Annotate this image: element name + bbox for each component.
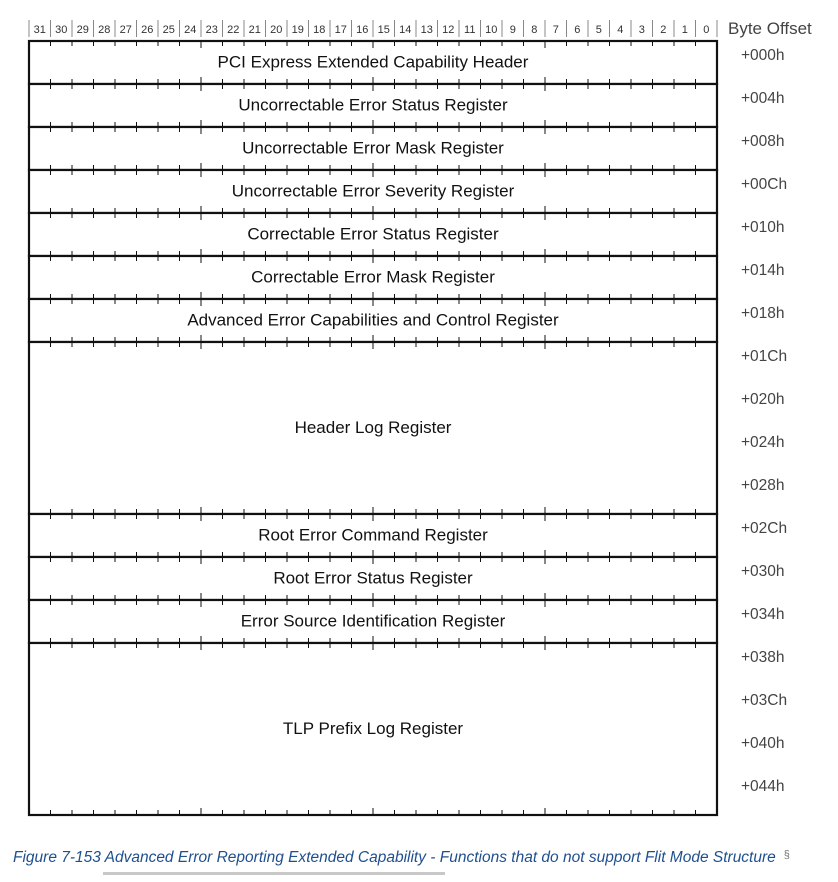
register-name: Uncorrectable Error Mask Register xyxy=(242,138,504,158)
bit-label: 9 xyxy=(509,24,516,36)
bit-label: 31 xyxy=(33,24,46,36)
figure-caption xyxy=(13,849,833,867)
bit-label: 4 xyxy=(617,24,624,36)
register-name: Advanced Error Capabilities and Control Register xyxy=(187,310,559,330)
bit-label: 22 xyxy=(227,24,240,36)
byte-offset: +02Ch xyxy=(741,520,788,537)
byte-offset: +038h xyxy=(741,649,785,666)
byte-offset-column xyxy=(741,47,787,795)
register-name: Error Source Identification Register xyxy=(240,611,506,631)
byte-offset: +014h xyxy=(741,262,785,279)
register-name: Header Log Register xyxy=(294,418,452,437)
bit-label: 18 xyxy=(313,24,326,36)
register-blocks xyxy=(29,41,717,815)
bit-label: 7 xyxy=(552,24,559,36)
bit-label: 11 xyxy=(464,24,476,36)
bit-label: 23 xyxy=(205,24,218,36)
byte-offset: +034h xyxy=(741,606,785,623)
byte-offset: +01Ch xyxy=(741,348,788,365)
bit-label: 21 xyxy=(248,24,261,36)
register-block xyxy=(29,127,717,170)
bit-label: 30 xyxy=(55,24,68,36)
register-block xyxy=(29,643,717,815)
figure-caption-text: Figure 7-153 Advanced Error Reporting Extended Capability - Functions that do not support Flit Mode Structure xyxy=(13,849,776,866)
bit-label: 8 xyxy=(531,24,538,36)
bit-label: 29 xyxy=(76,24,89,36)
bit-label: 2 xyxy=(660,24,667,36)
bit-label: 1 xyxy=(681,24,688,36)
byte-offset: +00Ch xyxy=(741,176,788,193)
byte-offset: +010h xyxy=(741,219,785,236)
register-block xyxy=(29,514,717,557)
bit-label: 14 xyxy=(399,24,412,36)
bit-label: 20 xyxy=(270,24,283,36)
byte-offset: +040h xyxy=(741,735,785,752)
register-name: TLP Prefix Log Register xyxy=(282,719,464,738)
bit-label: 27 xyxy=(119,24,132,36)
register-name: Root Error Status Register xyxy=(273,568,473,588)
register-block xyxy=(29,299,717,342)
bit-label: 6 xyxy=(574,24,581,36)
register-name: PCI Express Extended Capability Header xyxy=(217,52,529,72)
register-block xyxy=(29,84,717,127)
bit-label: 3 xyxy=(638,24,645,36)
bit-label: 10 xyxy=(485,24,498,36)
bit-number-header xyxy=(29,20,717,37)
byte-offset: +024h xyxy=(741,434,785,451)
bit-label: 17 xyxy=(334,24,347,36)
register-name: Root Error Command Register xyxy=(258,525,488,545)
caption-underline xyxy=(103,872,445,875)
register-block xyxy=(29,170,717,213)
register-name: Correctable Error Mask Register xyxy=(251,267,495,287)
register-block xyxy=(29,342,717,514)
byte-offset: +018h xyxy=(741,305,785,322)
bit-label: 15 xyxy=(377,24,390,36)
bit-label: 16 xyxy=(356,24,369,36)
section-mark-icon[interactable]: § xyxy=(783,849,790,861)
register-block xyxy=(29,256,717,299)
register-block xyxy=(29,600,717,643)
bit-label: 26 xyxy=(141,24,154,36)
bit-label: 19 xyxy=(291,24,304,36)
bit-label: 24 xyxy=(184,24,197,36)
byte-offset: +004h xyxy=(741,90,785,107)
byte-offset: +000h xyxy=(741,47,785,64)
byte-offset: +030h xyxy=(741,563,785,580)
register-name: Correctable Error Status Register xyxy=(247,224,499,244)
byte-offset: +03Ch xyxy=(741,692,788,709)
bit-label: 25 xyxy=(162,24,175,36)
byte-offset: +028h xyxy=(741,477,785,494)
register-name: Uncorrectable Error Severity Register xyxy=(231,181,515,201)
register-name: Uncorrectable Error Status Register xyxy=(238,95,508,115)
byte-offset: +044h xyxy=(741,778,785,795)
byte-offset-header: Byte Offset xyxy=(728,19,812,38)
register-block xyxy=(29,557,717,600)
register-block xyxy=(29,213,717,256)
register-block xyxy=(29,41,717,84)
byte-offset: +020h xyxy=(741,391,785,408)
bit-label: 28 xyxy=(98,24,111,36)
bit-label: 12 xyxy=(442,24,455,36)
bit-label: 0 xyxy=(703,24,710,36)
byte-offset: +008h xyxy=(741,133,785,150)
bit-label: 5 xyxy=(595,24,602,36)
bit-label: 13 xyxy=(420,24,433,36)
